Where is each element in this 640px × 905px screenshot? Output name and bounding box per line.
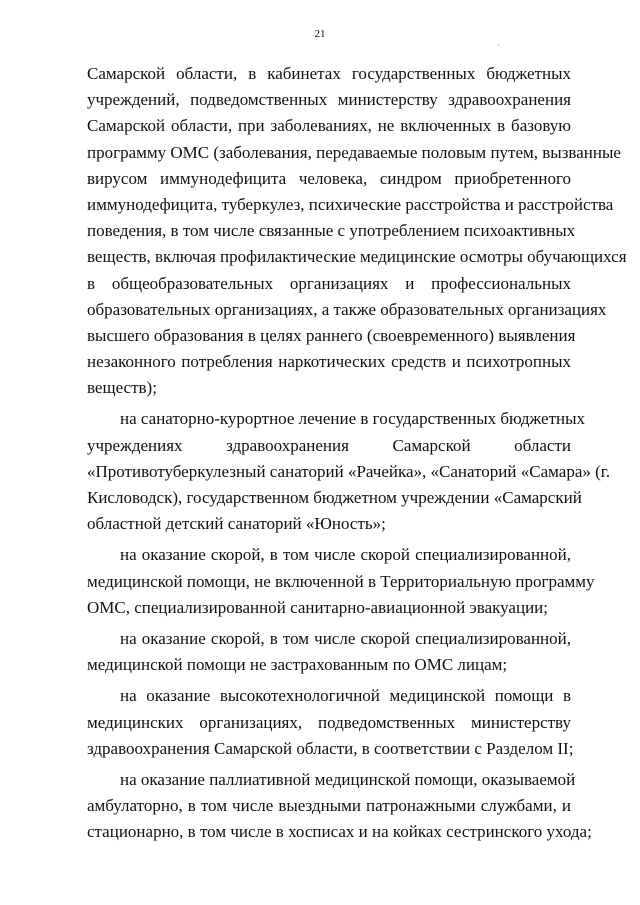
text-line: стационарно, в том числе в хосписах и на койках сестринского ухода; xyxy=(87,822,592,842)
text-line: на оказание паллиативной медицинской помощи, оказываемой xyxy=(120,769,576,789)
text-line: в общеобразовательных организациях и профессиональных xyxy=(87,273,571,293)
text-line: иммунодефицита, туберкулез, психические расстройства и расстройства xyxy=(87,194,614,214)
text-line: здравоохранения Самарской области, в соответствии с Разделом II; xyxy=(87,738,574,758)
text-line: образовательных организациях, а также образовательных организациях xyxy=(87,299,607,319)
corner-mark: · xyxy=(497,40,500,50)
text-line: программу ОМС (заболевания, передаваемые половым путем, вызванные xyxy=(87,142,621,162)
text-line: незаконного потребления наркотических средств и психотропных xyxy=(87,352,571,372)
text-line: на оказание скорой, в том числе скорой специализированной, xyxy=(120,545,571,565)
page-number: 21 xyxy=(314,28,326,40)
paragraph-emergency-care xyxy=(87,542,595,621)
text-line: амбулаторно, в том числе выездными патронажными службами, и xyxy=(87,796,571,816)
paragraph-continuation xyxy=(87,61,627,401)
text-line: областной детский санаторий «Юность»; xyxy=(87,514,386,534)
text-line: ОМС, специализированной санитарно-авиационной эвакуации; xyxy=(87,597,548,617)
text-line: учреждений, подведомственных министерству здравоохранения xyxy=(87,90,571,110)
text-line: на санаторно-курортное лечение в государственных бюджетных xyxy=(120,409,586,429)
text-line: «Противотуберкулезный санаторий «Рачейка», «Санаторий «Самара» (г. xyxy=(87,461,611,481)
paragraph-uninsured-care xyxy=(87,626,571,678)
text-line: медицинских организациях, подведомственных министерству xyxy=(87,712,571,732)
paragraph-high-tech-care xyxy=(87,683,574,762)
text-line: вирусом иммунодефицита человека, синдром приобретенного xyxy=(87,168,571,188)
text-line: медицинской помощи, не включенной в Территориальную программу xyxy=(87,571,595,591)
text-line: веществ, включая профилактические медицинские осмотры обучающихся xyxy=(87,247,627,267)
text-line: Кисловодск), государственном бюджетном учреждении «Самарский xyxy=(87,488,582,507)
text-line: высшего образования в целях раннего (своевременного) выявления xyxy=(87,325,576,345)
text-line: на оказание скорой, в том числе скорой специализированной, xyxy=(120,628,571,648)
text-line: медицинской помощи не застрахованным по ОМС лицам; xyxy=(87,655,508,675)
paragraph-palliative-care xyxy=(87,767,592,846)
text-line: поведения, в том числе связанные с употреблением психоактивных xyxy=(87,221,576,241)
paragraph-sanatorium xyxy=(87,406,611,537)
text-line: веществ); xyxy=(87,378,157,398)
text-line: на оказание высокотехнологичной медицинской помощи в xyxy=(120,686,571,706)
text-line: Самарской области, при заболеваниях, не включенных в базовую xyxy=(87,116,571,136)
text-line: Самарской области, в кабинетах государственных бюджетных xyxy=(87,64,571,83)
document-body xyxy=(87,61,627,845)
text-line: учреждениях здравоохранения Самарской области xyxy=(87,435,571,455)
